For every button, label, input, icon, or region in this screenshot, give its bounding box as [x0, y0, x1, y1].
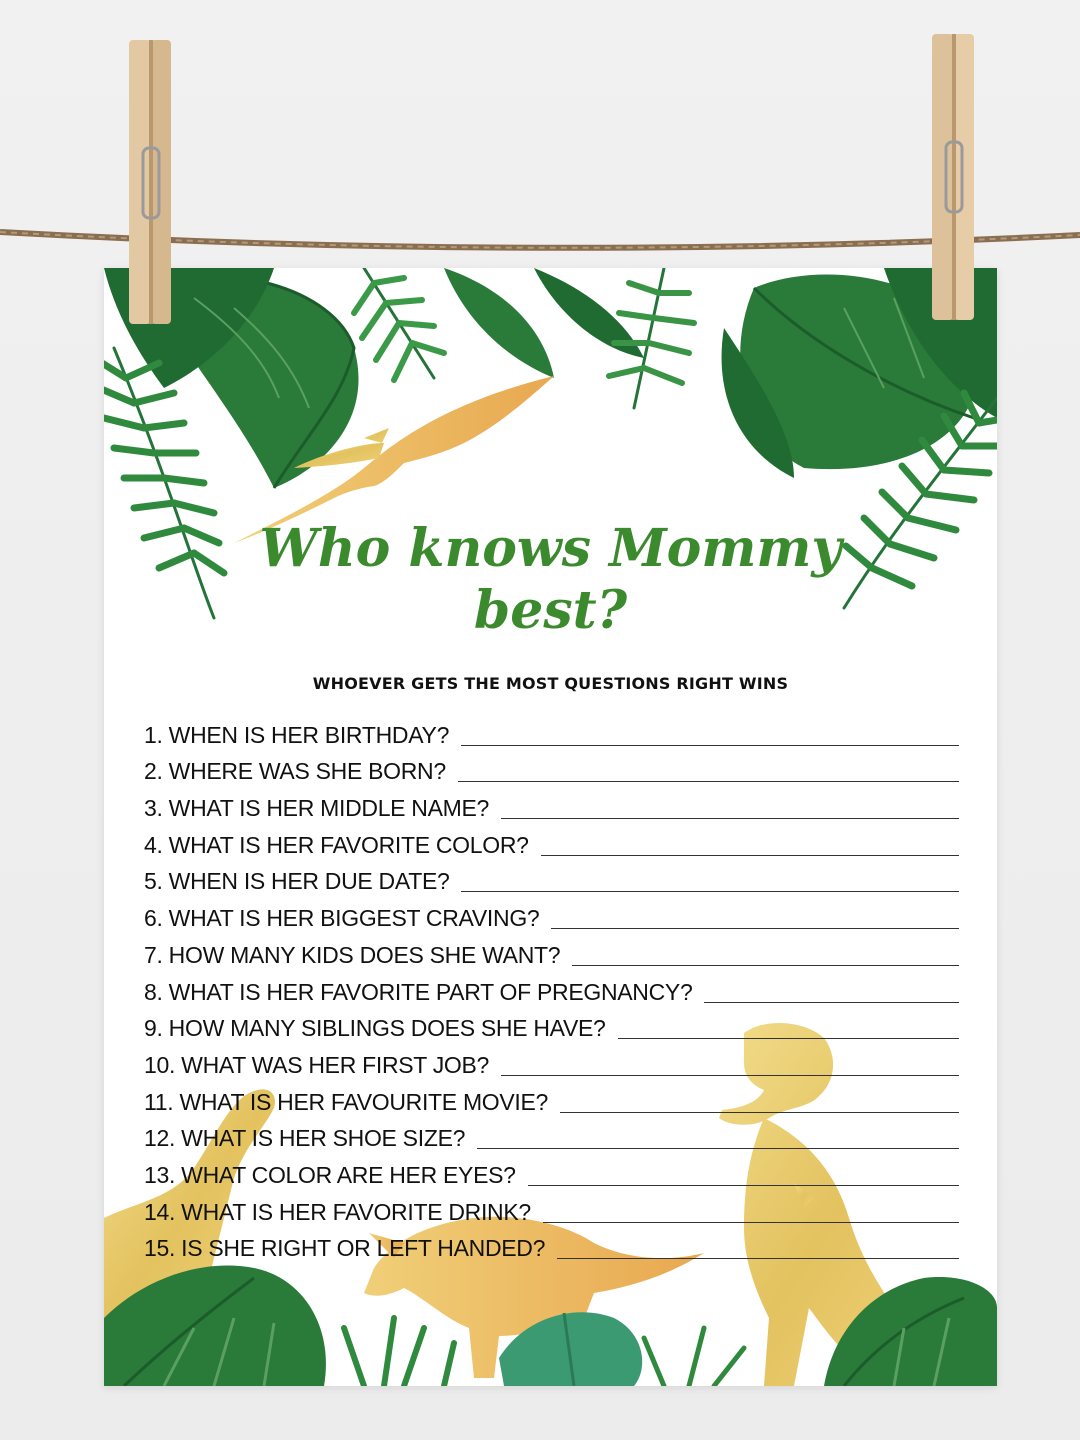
question-row — [144, 1153, 959, 1190]
answer-line[interactable] — [458, 781, 959, 782]
question-row — [144, 970, 959, 1007]
question-row — [144, 823, 959, 860]
question-label: 15. IS SHE RIGHT OR LEFT HANDED? — [144, 1235, 546, 1262]
clothespin-icon — [125, 38, 177, 328]
question-label: 10. WHAT WAS HER FIRST JOB? — [144, 1051, 490, 1078]
answer-line[interactable] — [477, 1148, 959, 1149]
answer-line[interactable] — [528, 1185, 959, 1186]
question-label: 1. WHEN IS HER BIRTHDAY? — [144, 721, 450, 748]
question-label: 8. WHAT IS HER FAVORITE PART OF PREGNANCY? — [144, 978, 693, 1005]
answer-line[interactable] — [501, 818, 959, 819]
answer-line[interactable] — [557, 1258, 959, 1259]
answer-line[interactable] — [551, 928, 959, 929]
question-label: 4. WHAT IS HER FAVORITE COLOR? — [144, 831, 529, 858]
question-row — [144, 1080, 959, 1117]
game-instructions: WHOEVER GETS THE MOST QUESTIONS RIGHT WINS — [312, 674, 789, 693]
title-line-2: best? — [473, 580, 628, 641]
page-title — [104, 518, 997, 642]
question-row — [144, 1007, 959, 1044]
answer-line[interactable] — [560, 1112, 959, 1113]
question-label: 12. WHAT IS HER SHOE SIZE? — [144, 1125, 466, 1152]
question-label: 2. WHERE WAS SHE BORN? — [144, 758, 446, 785]
answer-line[interactable] — [461, 745, 959, 746]
question-row — [144, 713, 959, 750]
question-label: 6. WHAT IS HER BIGGEST CRAVING? — [144, 905, 540, 932]
question-row — [144, 1190, 959, 1227]
clothespin-icon — [928, 32, 980, 324]
answer-line[interactable] — [501, 1075, 959, 1076]
answer-line[interactable] — [572, 965, 959, 966]
question-label: 9. HOW MANY SIBLINGS DOES SHE HAVE? — [144, 1015, 606, 1042]
title-line-1: Who knows Mommy — [259, 518, 842, 579]
question-row — [144, 1043, 959, 1080]
game-card — [104, 268, 997, 1386]
answer-line[interactable] — [541, 855, 959, 856]
question-list — [144, 713, 959, 1263]
question-row — [144, 1117, 959, 1154]
question-row — [144, 896, 959, 933]
question-row — [144, 933, 959, 970]
question-label: 11. WHAT IS HER FAVOURITE MOVIE? — [144, 1088, 549, 1115]
question-label: 14. WHAT IS HER FAVORITE DRINK? — [144, 1198, 531, 1225]
question-row — [144, 750, 959, 787]
question-label: 13. WHAT COLOR ARE HER EYES? — [144, 1161, 516, 1188]
question-label: 5. WHEN IS HER DUE DATE? — [144, 868, 450, 895]
answer-line[interactable] — [461, 891, 959, 892]
answer-line[interactable] — [704, 1002, 959, 1003]
question-row — [144, 786, 959, 823]
answer-line[interactable] — [618, 1038, 959, 1039]
question-row — [144, 860, 959, 897]
question-label: 7. HOW MANY KIDS DOES SHE WANT? — [144, 941, 561, 968]
question-label: 3. WHAT IS HER MIDDLE NAME? — [144, 795, 490, 822]
answer-line[interactable] — [543, 1222, 959, 1223]
question-row — [144, 1227, 959, 1264]
